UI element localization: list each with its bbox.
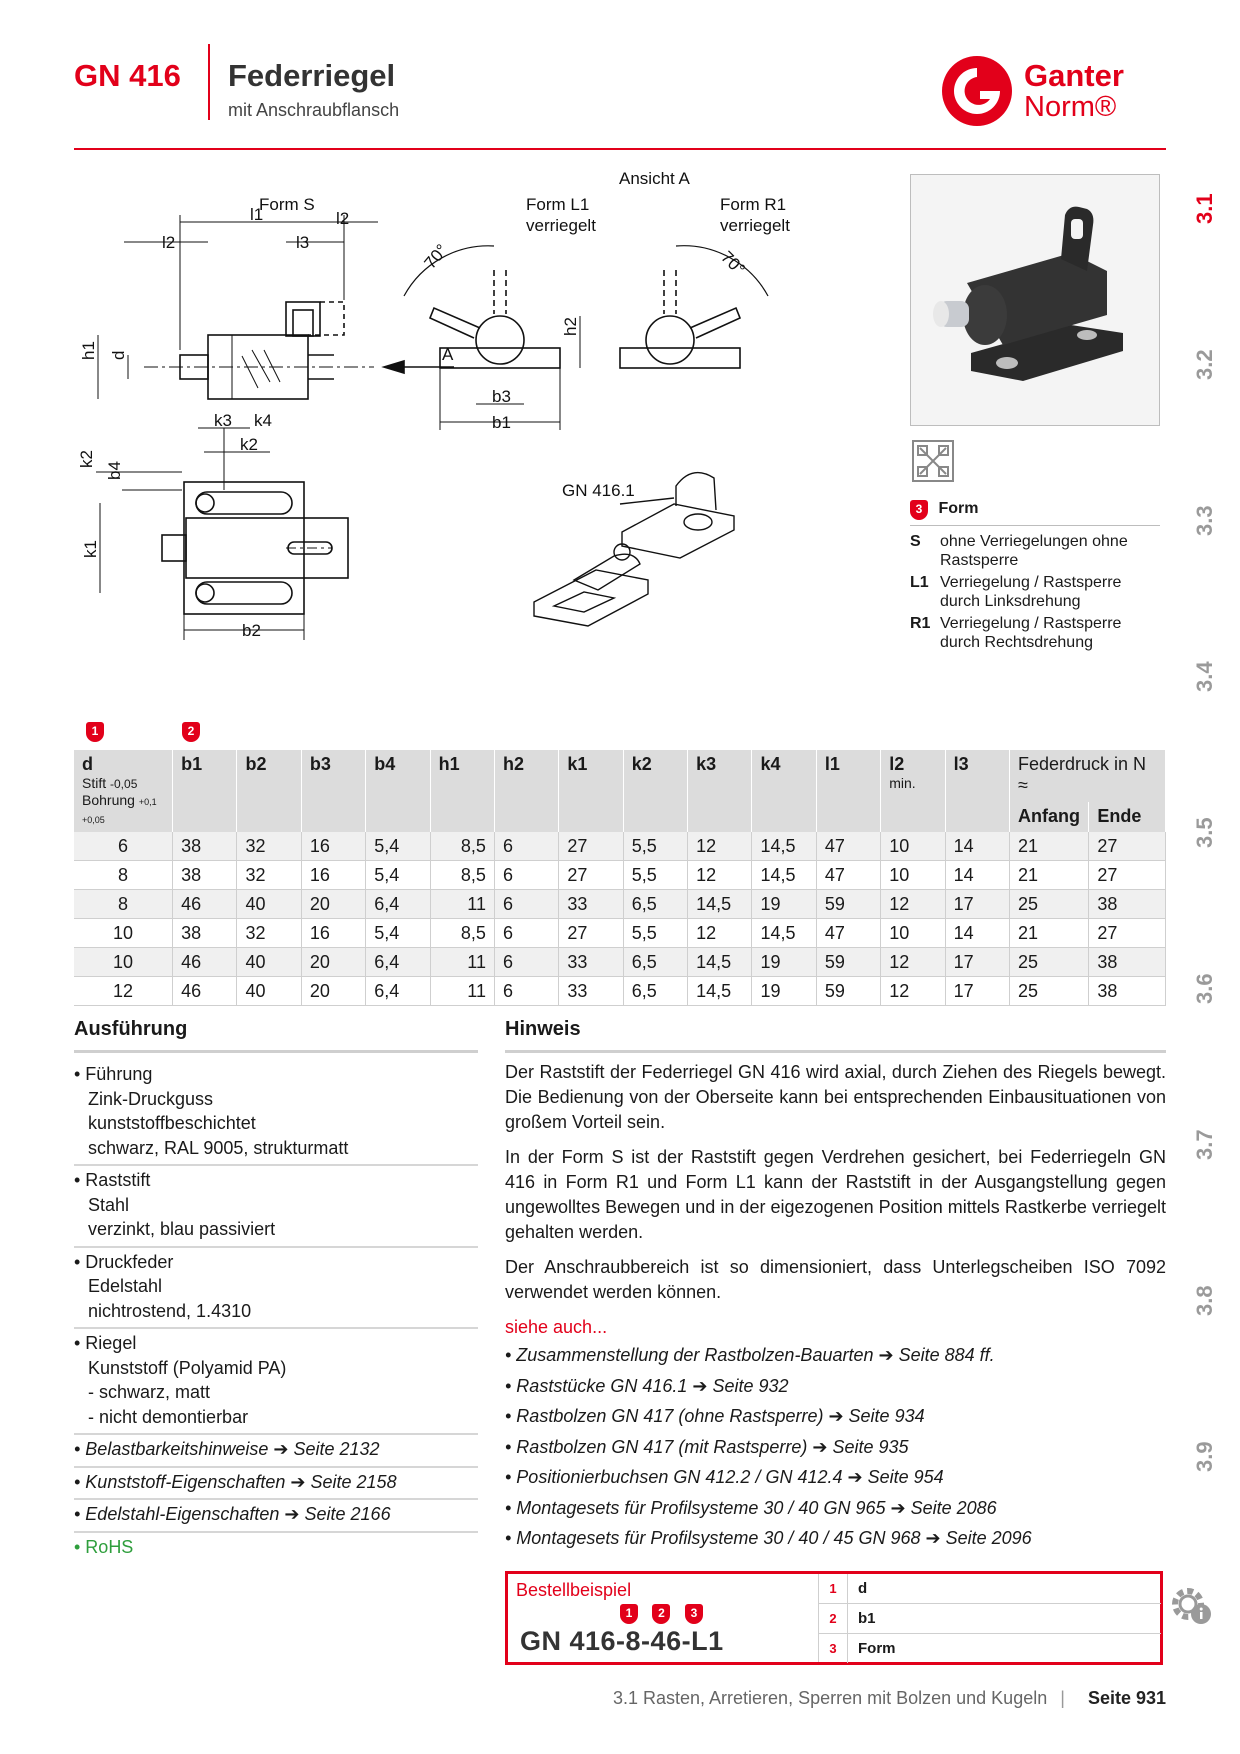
table-cell: 47	[816, 861, 880, 890]
footer-separator: |	[1060, 1688, 1065, 1708]
ausfuehrung-heading: Ausführung	[74, 1018, 188, 1040]
form-legend-title: Form	[938, 500, 979, 517]
table-cell: 27	[559, 832, 623, 861]
logo-text-ganter: Ganter	[1024, 58, 1124, 93]
table-cell: 46	[173, 977, 237, 1006]
table-cell: 21	[1009, 919, 1088, 948]
footer-page-number: Seite 931	[1087, 1688, 1166, 1708]
see-also-link[interactable]: • Raststücke GN 416.1 ➔ Seite 932	[505, 1375, 789, 1396]
table-cell: 12	[688, 861, 752, 890]
th-k1: k1	[559, 750, 623, 832]
order-legend-text: b1	[858, 1610, 876, 1627]
th-b1: b1	[173, 750, 237, 832]
dim-b4: b4	[105, 461, 124, 480]
view-a-form-r1	[620, 246, 768, 368]
item-line: - schwarz, matt	[88, 1382, 211, 1402]
product-photo	[910, 174, 1160, 426]
table-cell: 27	[559, 919, 623, 948]
table-cell: 14	[945, 832, 1009, 861]
rohs-badge: • RoHS	[74, 1536, 134, 1557]
side-tab-3-4[interactable]: 3.4	[1192, 661, 1217, 692]
table-cell: 14,5	[752, 919, 816, 948]
table-cell: 10	[74, 948, 173, 977]
table-cell: 10	[881, 861, 945, 890]
table-cell: 38	[1089, 890, 1166, 919]
table-cell: 6	[74, 832, 173, 861]
table-cell: 14,5	[688, 977, 752, 1006]
table-cell: 27	[1089, 919, 1166, 948]
table-cell: 38	[173, 919, 237, 948]
item-line: - nicht demontierbar	[88, 1406, 249, 1427]
table-cell: 40	[237, 890, 301, 919]
form-desc: Verriegelung / Rastsperre durch Linksdrehung	[940, 574, 1122, 610]
table-cell: 5,4	[366, 919, 430, 948]
dim-l2-left: l2	[162, 233, 176, 252]
dim-k4: k4	[254, 411, 272, 430]
form-desc: ohne Verriegelungen ohne Rastsperre	[940, 533, 1128, 569]
table-cell: 10	[881, 832, 945, 861]
table-cell: 32	[237, 919, 301, 948]
order-legend-row	[819, 1574, 1161, 1604]
table-row	[74, 977, 1166, 1006]
technical-drawing	[74, 160, 904, 720]
label-form-s: Form S	[259, 195, 315, 214]
table-cell: 6	[494, 948, 558, 977]
th-h2: h2	[494, 750, 558, 832]
order-legend-text: Form	[858, 1640, 896, 1657]
side-tab-3-3[interactable]: 3.3	[1192, 505, 1217, 536]
table-cell: 14	[945, 861, 1009, 890]
table-cell: 40	[237, 948, 301, 977]
table-cell: 5,5	[623, 919, 687, 948]
th-l2-sub: min.	[889, 775, 916, 791]
table-cell: 27	[1089, 832, 1166, 861]
dim-d: d	[109, 350, 128, 360]
order-badge-1: 1	[620, 1604, 638, 1624]
label-arrow-a: A	[442, 345, 454, 364]
footer-chapter: 3.1 Rasten, Arretieren, Sperren mit Bolzen und Kugeln	[612, 1688, 1048, 1708]
table-cell: 11	[430, 890, 494, 919]
table-cell: 25	[1009, 948, 1088, 977]
table-cell: 8	[74, 890, 173, 919]
table-cell: 6	[494, 977, 558, 1006]
link-kunststoff[interactable]: • Kunststoff-Eigenschaften ➔ Seite 2158	[74, 1468, 478, 1501]
see-also-link[interactable]: • Montagesets für Profilsysteme 30 / 40 / 45 GN 968 ➔ Seite 2096	[505, 1528, 1032, 1548]
header-rule	[74, 148, 1166, 150]
dim-l2-top: l2	[336, 209, 350, 228]
badge-2: 2	[182, 722, 200, 742]
form-code: R1	[910, 615, 931, 632]
label-form-l1: Form L1	[526, 195, 590, 214]
order-label: Bestellbeispiel	[516, 1580, 632, 1600]
table-cell: 10	[881, 919, 945, 948]
table-cell: 5,4	[366, 861, 430, 890]
table-cell: 19	[752, 890, 816, 919]
hinweis-paragraph: Der Anschraubbereich ist so dimensioniert, dass Unterlegscheiben ISO 7092 verwendet werden können.	[505, 1257, 1166, 1302]
table-cell: 20	[301, 948, 365, 977]
form-legend-item	[910, 532, 1160, 570]
th-b3: b3	[301, 750, 365, 832]
form-legend-item	[910, 614, 1160, 652]
badge-1: 1	[86, 722, 104, 742]
table-cell: 11	[430, 977, 494, 1006]
angle-r1: 70°	[717, 247, 749, 280]
cad-model-icon[interactable]	[912, 440, 954, 482]
th-k3: k3	[688, 750, 752, 832]
table-row	[74, 919, 1166, 948]
th-stift: Stift	[82, 775, 107, 791]
order-legend-num: 3	[819, 1634, 848, 1663]
table-cell: 27	[559, 861, 623, 890]
hinweis-paragraph: In der Form S ist der Raststift gegen Verdrehen gesichert, bei Federriegeln GN 416 in Form R1 und Form L1 kann der Raststift in der Ausgangstellung gegen ungewolltes Bewegen und in der eigezogenen Position mittels Rastkerbe verriegelt gehalten werden.	[505, 1147, 1166, 1242]
table-cell: 14,5	[688, 890, 752, 919]
side-tab-3-9[interactable]: 3.9	[1192, 1441, 1217, 1472]
form-code: S	[910, 533, 921, 550]
item-title: • Riegel	[74, 1333, 137, 1353]
th-stift-tol: -0,05	[110, 777, 138, 791]
th-ende: Ende	[1089, 802, 1166, 832]
table-cell: 19	[752, 948, 816, 977]
table-cell: 8,5	[430, 861, 494, 890]
ganter-norm-logo	[940, 52, 1162, 130]
order-code: GN 416-8-46-L1	[520, 1626, 724, 1656]
table-cell: 12	[881, 948, 945, 977]
table-cell: 25	[1009, 977, 1088, 1006]
hinweis-rule	[505, 1050, 1166, 1053]
header-divider	[208, 44, 210, 120]
table-cell: 33	[559, 977, 623, 1006]
dimensions-table	[74, 750, 1166, 1006]
table-row	[74, 948, 1166, 977]
item-line: Kunststoff (Polyamid PA)	[88, 1357, 287, 1378]
form-desc: Verriegelung / Rastsperre durch Rechtsdrehung	[940, 615, 1122, 651]
item-line: kunststoffbeschichtet	[88, 1113, 256, 1133]
th-bohrung: Bohrung	[82, 792, 135, 808]
th-anfang: Anfang	[1009, 802, 1088, 832]
table-cell: 10	[74, 919, 173, 948]
order-legend-row	[819, 1634, 1161, 1663]
table-cell: 46	[173, 948, 237, 977]
order-legend	[818, 1574, 1161, 1662]
item-title: • Druckfeder	[74, 1251, 174, 1272]
table-cell: 6,4	[366, 890, 430, 919]
side-view-form-s	[79, 205, 454, 399]
column-badges	[86, 722, 286, 746]
table-cell: 38	[1089, 977, 1166, 1006]
list-item	[74, 1248, 478, 1330]
side-tab-3-5[interactable]: 3.5	[1192, 817, 1217, 848]
table-cell: 27	[1089, 861, 1166, 890]
side-tab-3-1[interactable]: 3.1	[1192, 193, 1217, 224]
table-cell: 6,5	[623, 890, 687, 919]
hinweis-body	[505, 1060, 1166, 1554]
table-cell: 17	[945, 890, 1009, 919]
label-form-r1: Form R1	[720, 195, 787, 214]
table-cell: 20	[301, 890, 365, 919]
item-line: Zink-Druckguss	[88, 1088, 214, 1109]
dim-k2-top: k2	[240, 435, 258, 454]
table-cell: 38	[1089, 948, 1166, 977]
hinweis-heading: Hinweis	[505, 1018, 581, 1040]
th-k2: k2	[623, 750, 687, 832]
hinweis-paragraph: Der Raststift der Federriegel GN 416 wird axial, durch Ziehen des Riegels bewegt. Die Bedienung von der Oberseite kann bei entsprechenden Einbausituationen von großem Vorteil sein.	[505, 1062, 1166, 1132]
item-line: verzinkt, blau passiviert	[88, 1219, 276, 1239]
order-example-box	[505, 1571, 1163, 1665]
table-cell: 59	[816, 948, 880, 977]
order-legend-num: 1	[819, 1574, 848, 1603]
table-cell: 38	[173, 832, 237, 861]
dim-k3: k3	[214, 411, 232, 430]
table-cell: 16	[301, 861, 365, 890]
th-d-label: d	[82, 754, 93, 774]
label-form-r1-sub: verriegelt	[720, 216, 790, 235]
table-cell: 12	[688, 832, 752, 861]
label-view-a: Ansicht A	[619, 169, 690, 188]
item-title: • Führung	[74, 1064, 153, 1084]
table-cell: 20	[301, 977, 365, 1006]
logo-text-norm: Norm®	[1024, 91, 1117, 123]
page-footer	[540, 1688, 1166, 1709]
dim-l3: l3	[296, 233, 310, 252]
side-tab-3-2[interactable]: 3.2	[1192, 349, 1217, 380]
table-cell: 8,5	[430, 832, 494, 861]
top-view	[77, 411, 348, 640]
table-cell: 47	[816, 832, 880, 861]
table-cell: 17	[945, 948, 1009, 977]
gear-info-icon[interactable]	[1168, 1582, 1214, 1628]
th-b2: b2	[237, 750, 301, 832]
table-cell: 8,5	[430, 919, 494, 948]
see-also-link[interactable]: • Positionierbuchsen GN 412.2 / GN 412.4 ➔ Seite 954	[505, 1467, 944, 1487]
table-cell: 14,5	[688, 948, 752, 977]
dim-h1: h1	[79, 341, 98, 360]
item-line: schwarz, RAL 9005, strukturmatt	[88, 1137, 349, 1158]
table-cell: 6	[494, 890, 558, 919]
side-tab-3-6[interactable]: 3.6	[1192, 973, 1217, 1004]
table-cell: 19	[752, 977, 816, 1006]
order-badge-2: 2	[652, 1604, 670, 1624]
view-a-form-l1	[404, 241, 580, 432]
form-legend	[910, 500, 1160, 655]
table-cell: 14,5	[752, 832, 816, 861]
table-cell: 25	[1009, 890, 1088, 919]
product-code: GN 416	[74, 58, 181, 93]
label-gn-416-1: GN 416.1	[562, 481, 635, 500]
table-cell: 12	[881, 977, 945, 1006]
table-cell: 12	[881, 890, 945, 919]
table-cell: 21	[1009, 861, 1088, 890]
item-line: Stahl	[88, 1194, 130, 1215]
th-l3: l3	[945, 750, 1009, 832]
form-code: L1	[910, 574, 929, 591]
angle-l1: 70°	[420, 240, 452, 273]
table-cell: 6,4	[366, 948, 430, 977]
item-title: • Raststift	[74, 1170, 151, 1190]
list-item	[74, 1060, 478, 1166]
item-line: Edelstahl	[88, 1276, 163, 1296]
table-cell: 32	[237, 861, 301, 890]
ausfuehrung-rule	[74, 1050, 478, 1053]
table-cell: 17	[945, 977, 1009, 1006]
badge-3: 3	[910, 500, 928, 520]
dim-h2: h2	[561, 317, 580, 336]
dim-b1: b1	[492, 413, 511, 432]
link-belastbarkeit[interactable]: • Belastbarkeitshinweise ➔ Seite 2132	[74, 1435, 478, 1468]
th-d	[74, 750, 173, 832]
table-cell: 33	[559, 948, 623, 977]
table-cell: 40	[237, 977, 301, 1006]
page-subtitle: mit Anschraubflansch	[228, 100, 400, 120]
form-legend-item	[910, 573, 1160, 611]
list-item	[74, 1329, 478, 1435]
table-cell: 32	[237, 832, 301, 861]
see-also-link[interactable]: • Rastbolzen GN 417 (ohne Rastsperre) ➔ Seite 934	[505, 1406, 925, 1426]
table-cell: 12	[74, 977, 173, 1006]
table-cell: 6,5	[623, 977, 687, 1006]
table-cell: 5,5	[623, 861, 687, 890]
order-badge-3: 3	[685, 1604, 703, 1624]
table-cell: 47	[816, 919, 880, 948]
dim-b2: b2	[242, 621, 261, 640]
table-row	[74, 861, 1166, 890]
table-cell: 21	[1009, 832, 1088, 861]
table-cell: 6	[494, 919, 558, 948]
th-k4: k4	[752, 750, 816, 832]
order-badges	[620, 1604, 713, 1624]
table-cell: 33	[559, 890, 623, 919]
table-cell: 12	[688, 919, 752, 948]
table-cell: 59	[816, 890, 880, 919]
table-cell: 46	[173, 890, 237, 919]
table-cell: 59	[816, 977, 880, 1006]
link-edelstahl[interactable]: • Edelstahl-Eigenschaften ➔ Seite 2166	[74, 1500, 478, 1533]
ausfuehrung-list	[74, 1060, 478, 1559]
see-also-heading: siehe auch...	[505, 1317, 608, 1337]
table-cell: 6	[494, 832, 558, 861]
table-cell: 14	[945, 919, 1009, 948]
table-cell: 38	[173, 861, 237, 890]
th-b4: b4	[366, 750, 430, 832]
dim-k2-left: k2	[77, 450, 96, 468]
list-item	[74, 1166, 478, 1248]
th-federdruck: Federdruck in N ≈	[1009, 750, 1165, 802]
table-cell: 6,5	[623, 948, 687, 977]
order-legend-num: 2	[819, 1604, 848, 1633]
th-l2-label: l2	[889, 754, 905, 774]
dim-k1: k1	[81, 540, 100, 558]
order-legend-row	[819, 1604, 1161, 1634]
side-tab-3-7[interactable]: 3.7	[1192, 1129, 1217, 1160]
th-h1: h1	[430, 750, 494, 832]
table-cell: 5,4	[366, 832, 430, 861]
table-row	[74, 832, 1166, 861]
order-legend-text: d	[858, 1580, 868, 1597]
table-cell: 16	[301, 832, 365, 861]
dim-b3: b3	[492, 387, 511, 406]
related-part-sketch	[534, 473, 734, 626]
th-bohrung-tol: +0,1 +0,05	[82, 797, 157, 825]
label-form-l1-sub: verriegelt	[526, 216, 596, 235]
table-cell: 5,5	[623, 832, 687, 861]
side-tab-3-8[interactable]: 3.8	[1192, 1285, 1217, 1316]
table-cell: 8	[74, 861, 173, 890]
table-body	[74, 832, 1166, 1006]
see-also-link[interactable]: • Montagesets für Profilsysteme 30 / 40 GN 965 ➔ Seite 2086	[505, 1497, 997, 1518]
table-cell: 14,5	[752, 861, 816, 890]
item-line: nichtrostend, 1.4310	[88, 1300, 252, 1321]
table-cell: 11	[430, 948, 494, 977]
see-also-link[interactable]: • Zusammenstellung der Rastbolzen-Bauarten ➔ Seite 884 ff.	[505, 1345, 995, 1365]
table-cell: 16	[301, 919, 365, 948]
table-header-row	[74, 750, 1166, 802]
dim-l1: l1	[250, 205, 264, 224]
table-cell: 6,4	[366, 977, 430, 1006]
th-l2	[881, 750, 945, 832]
th-l1: l1	[816, 750, 880, 832]
table-row	[74, 890, 1166, 919]
form-legend-header	[910, 500, 1160, 526]
page-title: Federriegel	[228, 58, 396, 93]
see-also-link[interactable]: • Rastbolzen GN 417 (mit Rastsperre) ➔ Seite 935	[505, 1436, 909, 1457]
table-cell: 6	[494, 861, 558, 890]
